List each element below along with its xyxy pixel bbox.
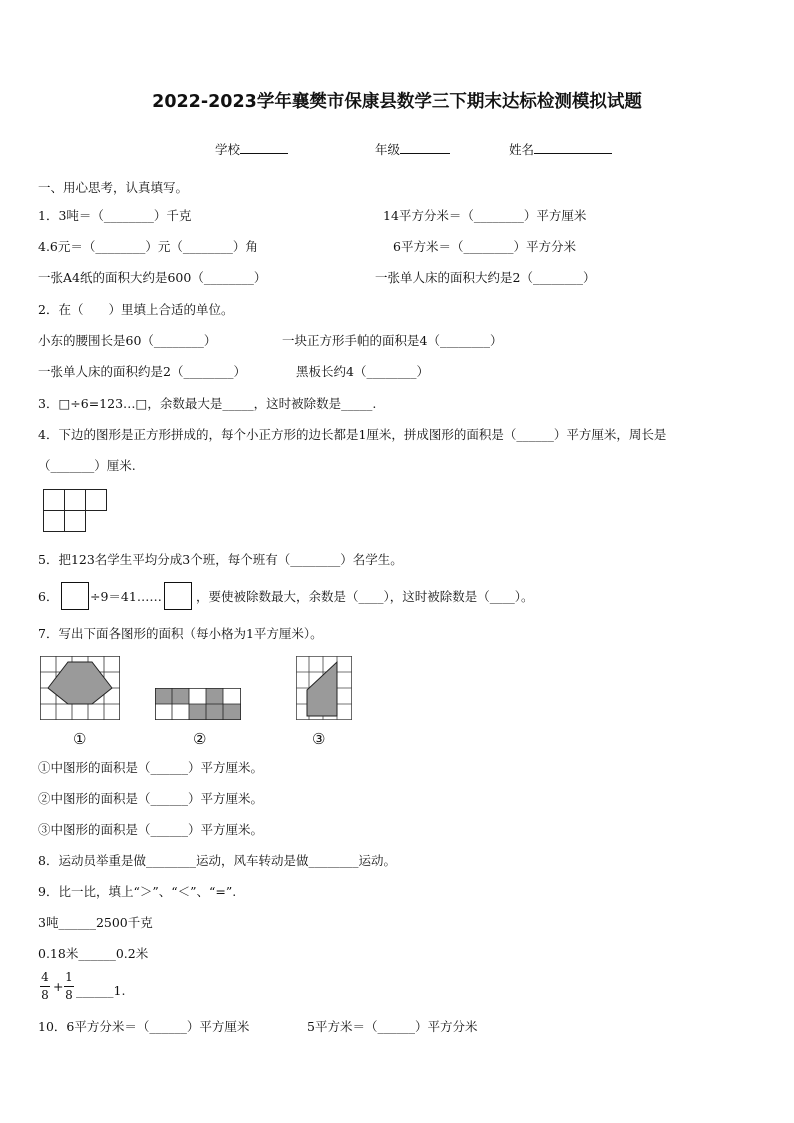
q4-square-figure: [43, 489, 107, 533]
q7-figure-1: [40, 656, 120, 720]
q9-frac2-denominator: 8: [65, 988, 73, 1002]
q6-number: 6．: [38, 589, 59, 604]
q7-stem: 7．写出下面各图形的面积（每小格为1平方厘米）。: [38, 626, 323, 641]
q9-a: 3吨______2500千克: [38, 915, 153, 930]
q9-c-tail: ______1.: [76, 983, 126, 998]
q7-label-1: ①: [73, 730, 87, 748]
q1-d: 6平方米＝（________）平方分米: [393, 239, 576, 254]
q1-a: 1．3吨＝（________）千克: [38, 208, 192, 223]
q9-stem: 9．比一比，填上“＞”、“＜”、“=”.: [38, 884, 237, 899]
grade-field[interactable]: [375, 141, 450, 158]
q9-frac1-bar: [40, 986, 50, 987]
q5: 5．把123名学生平均分成3个班，每个班有（________）名学生。: [38, 552, 403, 567]
q10-b: 5平方米＝（______）平方分米: [307, 1019, 478, 1034]
q9-b: 0.18米______0.2米: [38, 946, 149, 961]
q3: 3．□÷6=123…□，余数最大是_____，这时被除数是_____.: [38, 396, 377, 411]
section-heading: 一、用心思考，认真填写。: [38, 180, 189, 195]
q7-figure-3: [296, 656, 352, 720]
q6-remainder-box[interactable]: [164, 582, 192, 610]
grade-label: 年级: [375, 142, 401, 157]
q1-e: 一张A4纸的面积大约是600（________）: [38, 270, 267, 285]
q6-tail: ，要使被除数最大，余数是（____），这时被除数是（____）。: [196, 589, 534, 604]
q6-mid: ÷9＝41……: [90, 589, 162, 604]
school-field[interactable]: [215, 141, 288, 158]
q4-line1: 4．下边的图形是正方形拼成的，每个小正方形的边长都是1厘米，拼成图形的面积是（______）平方厘米，周长是: [38, 427, 667, 442]
q1-b: 14平方分米＝（________）平方厘米: [383, 208, 587, 223]
q7-label-3: ③: [312, 730, 326, 748]
q1-c: 4.6元＝（________）元（________）角: [38, 239, 258, 254]
q8: 8．运动员举重是做________运动，风车转动是做________运动。: [38, 853, 396, 868]
q9-frac2-bar: [64, 986, 74, 987]
school-label: 学校: [215, 142, 241, 157]
q7-answer-2: ②中图形的面积是（______）平方厘米。: [38, 791, 264, 806]
q2-d: 黑板长约4（________）: [296, 364, 429, 379]
name-label: 姓名: [509, 142, 535, 157]
q9-frac1-numerator: 4: [41, 970, 49, 984]
page-title: 2022-2023学年襄樊市保康县数学三下期末达标检测模拟试题: [152, 92, 642, 112]
q9-frac1-denominator: 8: [41, 988, 49, 1002]
q7-answer-1: ①中图形的面积是（______）平方厘米。: [38, 760, 264, 775]
q1-f: 一张单人床的面积大约是2（________）: [375, 270, 596, 285]
q2-c: 一张单人床的面积约是2（________）: [38, 364, 246, 379]
q7-label-2: ②: [193, 730, 207, 748]
q7-answer-3: ③中图形的面积是（______）平方厘米。: [38, 822, 264, 837]
name-field[interactable]: [509, 141, 612, 158]
q7-figure-2: [155, 688, 241, 720]
q10-a: 10．6平方分米＝（______）平方厘米: [38, 1019, 250, 1034]
q4-line2: （_______）厘米.: [38, 458, 136, 473]
q2-a: 小东的腰围长是60（________）: [38, 333, 217, 348]
q9-plus-sign: +: [53, 979, 64, 994]
q6-dividend-box[interactable]: [61, 582, 89, 610]
q2-b: 一块正方形手帕的面积是4（________）: [282, 333, 503, 348]
q2-stem: 2．在（ ）里填上合适的单位。: [38, 302, 234, 317]
q9-frac2-numerator: 1: [65, 970, 73, 984]
